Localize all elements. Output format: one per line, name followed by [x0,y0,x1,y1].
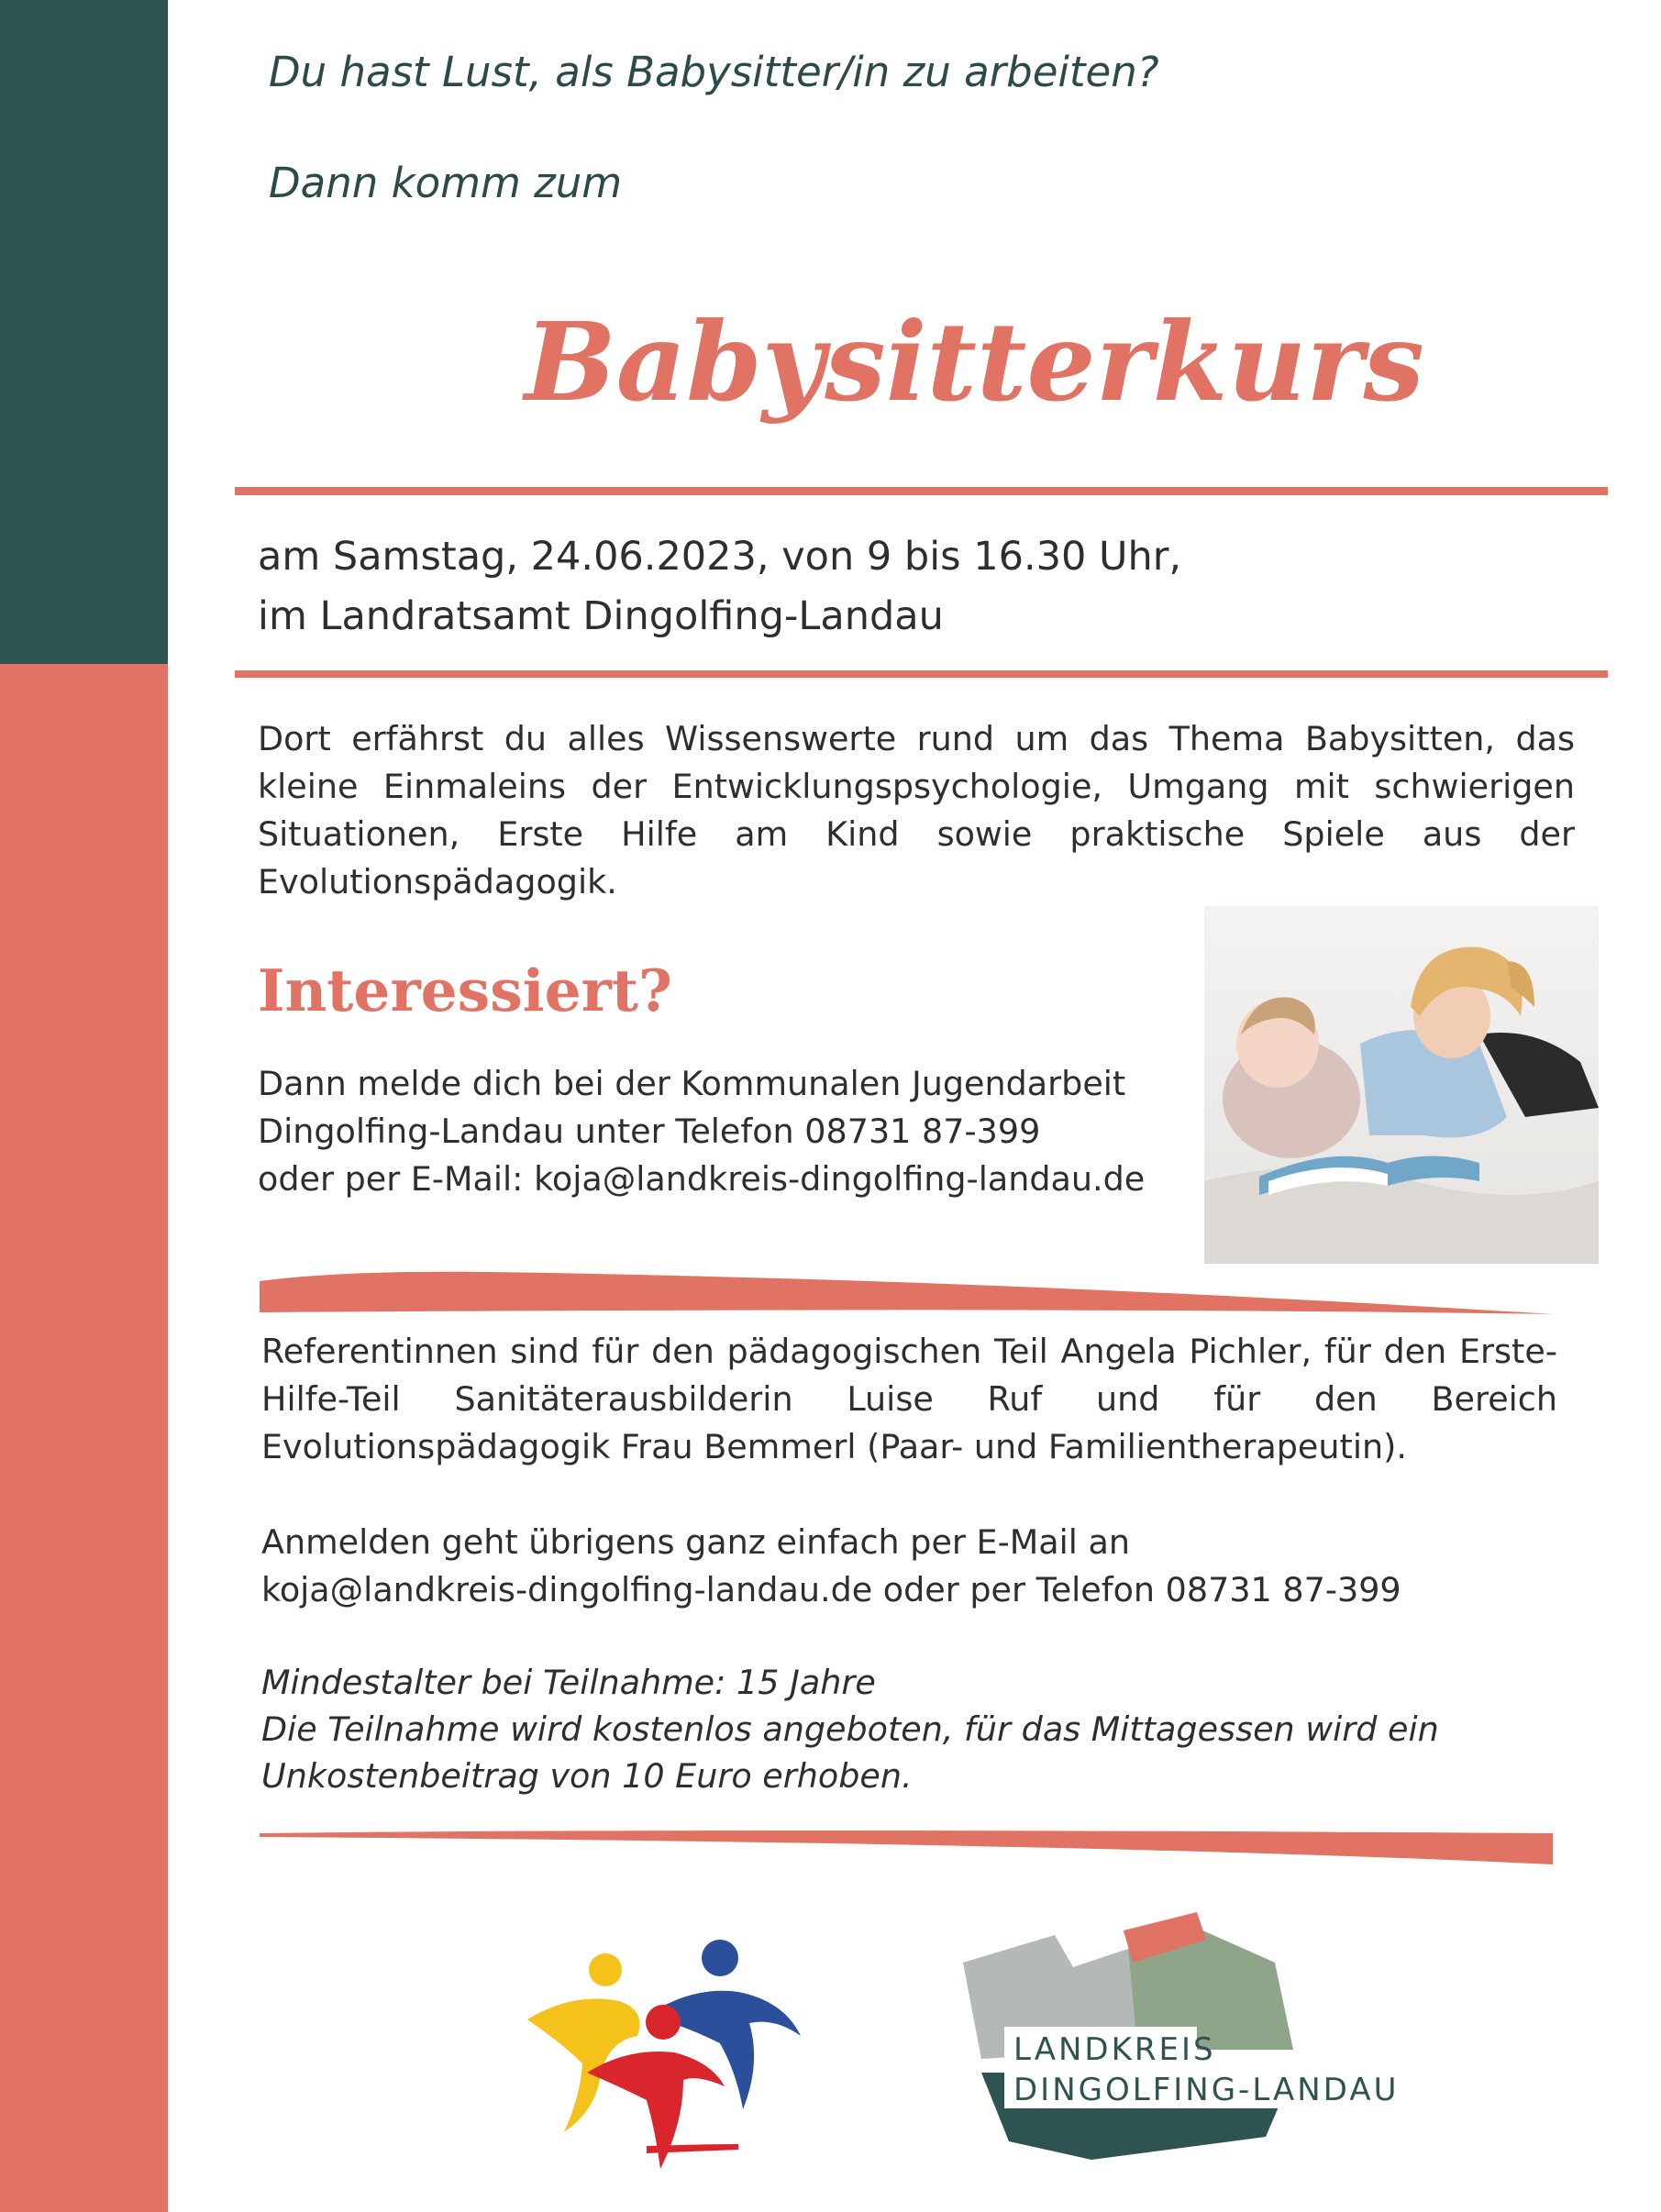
swoosh-divider-2 [260,1828,1553,1869]
course-description: Dort erfährst du alles Wissenswerte rund um das Thema Babysitten, das kleine Einmaleins der Entwicklungspsychologie, Umgang mit schwierigen Situationen, Erste Hilfe am Kind sowie praktische Spiele aus der Evolutionspädagogik. [258,719,1575,901]
left-band-dark [0,0,168,664]
contact-info [258,1060,1145,1203]
event-info [258,527,1181,647]
registration-line-2: koja@landkreis-dingolfing-landau.de oder per Telefon 08731 87-399 [261,1570,1401,1609]
intro-question: Du hast Lust, als Babysitter/in zu arbeiten? [269,48,1159,96]
contact-line-3: oder per E-Mail: koja@landkreis-dingolfing-landau.de [258,1159,1146,1199]
swoosh-divider-1 [260,1270,1553,1316]
registration-info [261,1519,1401,1614]
left-band-coral [0,664,168,2212]
interest-heading: Interessiert? [258,957,672,1024]
notes-line-3: Unkostenbeitrag von 10 Euro erhoben. [261,1756,913,1796]
participation-notes [261,1659,1439,1799]
intro-invite: Dann komm zum [269,159,623,207]
divider-middle [235,670,1608,678]
event-date: am Samstag, 24.06.2023, von 9 bis 16.30 Uhr, [258,534,1182,580]
notes-line-2: Die Teilnahme wird kostenlos angeboten, für das Mittagessen wird ein [261,1709,1439,1749]
speakers-text: Referentinnen sind für den pädagogischen Teil Angela Pichler, für den Erste-Hilfe-Teil Sanitäterausbilderin Luise Ruf und für den Bereich Evolutionspädagogik Frau Bemmerl (Paar- und Familientherapeutin). [261,1332,1557,1466]
divider-top [235,487,1608,495]
event-place: im Landratsamt Dingolfing-Landau [258,593,944,639]
landkreis-logo [954,1912,1449,2160]
jugendarbeit-logo [509,1935,821,2178]
mother-baby-photo [1204,906,1599,1264]
notes-line-1: Mindestalter bei Teilnahme: 15 Jahre [261,1663,876,1702]
registration-line-1: Anmelden geht übrigens ganz einfach per E-Mail an [261,1522,1131,1562]
page-title: Babysitterkurs [525,298,1424,426]
contact-line-2: Dingolfing-Landau unter Telefon 08731 87-399 [258,1112,1041,1151]
landkreis-logo-line-2: DINGOLFING-LANDAU [1013,2072,1400,2108]
contact-line-1: Dann melde dich bei der Kommunalen Jugendarbeit [258,1064,1126,1103]
landkreis-logo-line-1: LANDKREIS [1013,2031,1216,2068]
